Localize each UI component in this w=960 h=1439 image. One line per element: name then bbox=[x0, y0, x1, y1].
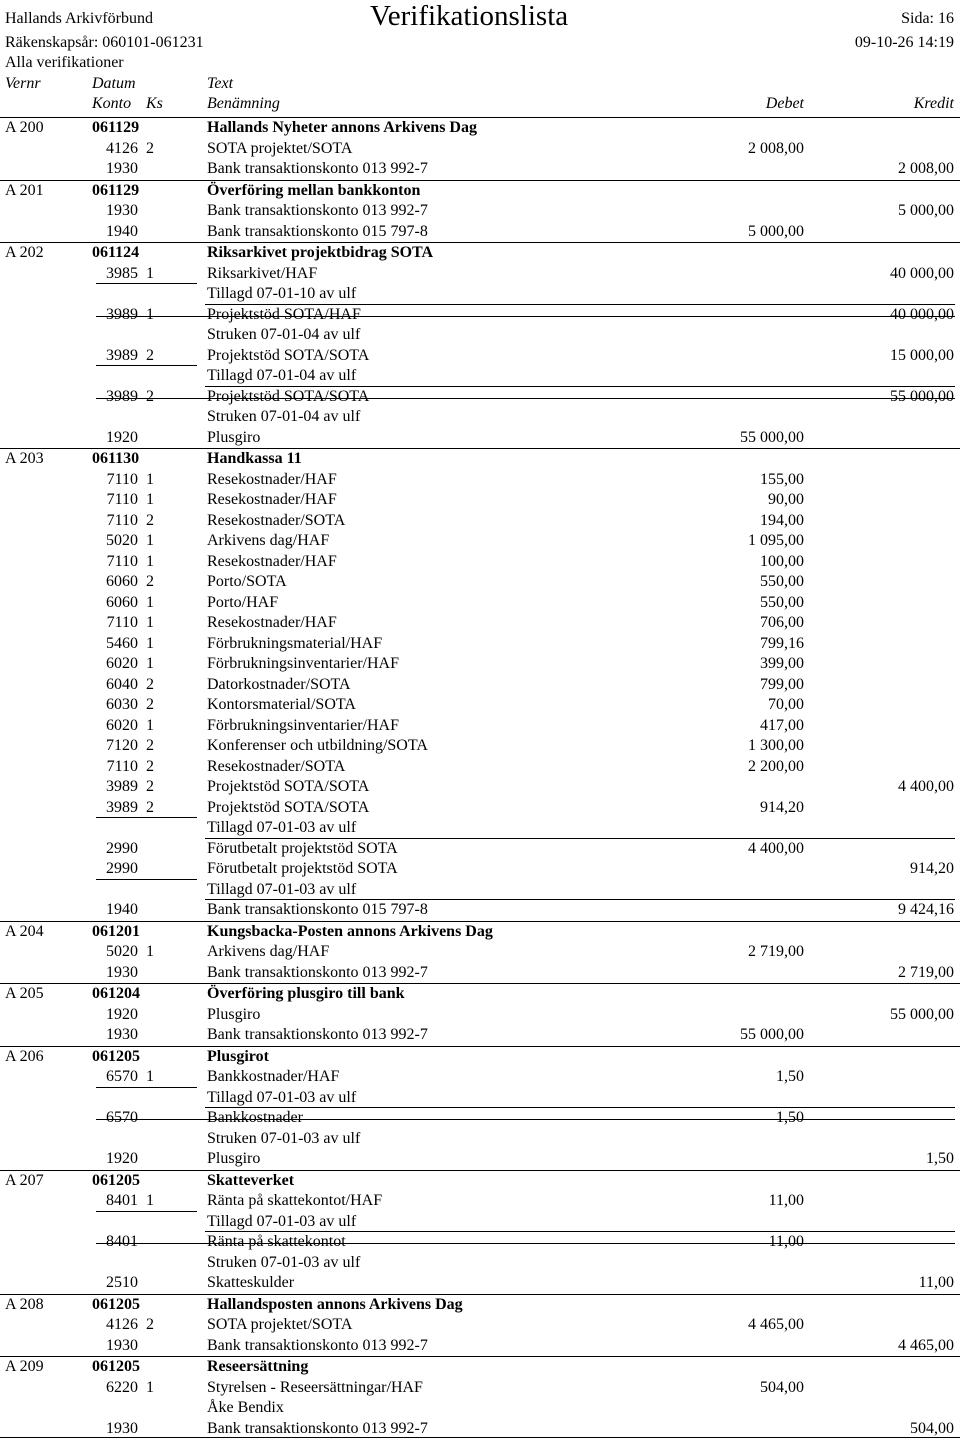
account-description: Plusgiro bbox=[207, 1149, 260, 1170]
account-number: 6020 bbox=[106, 654, 138, 675]
account-description: Bank transaktionskonto 013 992-7 bbox=[207, 159, 428, 180]
cost-center: 2 bbox=[146, 777, 154, 798]
account-description: Tillagd 07-01-03 av ulf bbox=[207, 818, 356, 839]
cost-center: 1 bbox=[146, 470, 154, 491]
account-description: Struken 07-01-04 av ulf bbox=[207, 407, 360, 428]
account-number: 3989 bbox=[106, 346, 138, 367]
account-description: Styrelsen - Reseersättningar/HAF bbox=[207, 1378, 423, 1399]
strikethrough-line bbox=[96, 1243, 955, 1244]
account-number: 3989 bbox=[106, 305, 138, 326]
transaction-row bbox=[0, 839, 960, 860]
transaction-row bbox=[0, 222, 960, 243]
credit-amount: 914,20 bbox=[910, 859, 954, 880]
cost-center: 2 bbox=[146, 736, 154, 757]
account-description: Förbrukningsinventarier/HAF bbox=[207, 654, 399, 675]
verification-date: 061124 bbox=[92, 243, 139, 264]
credit-amount: 4 400,00 bbox=[898, 777, 954, 798]
cost-center: 2 bbox=[146, 139, 154, 160]
account-description: Resekostnader/HAF bbox=[207, 490, 337, 511]
debit-amount: 2 008,00 bbox=[748, 139, 804, 160]
cost-center: 1 bbox=[146, 264, 154, 285]
verification-date: 061201 bbox=[92, 922, 140, 943]
account-description: Förbrukningsinventarier/HAF bbox=[207, 716, 399, 737]
verification-title: Hallandsposten annons Arkivens Dag bbox=[207, 1295, 463, 1316]
account-number: 1930 bbox=[106, 1336, 138, 1357]
cost-center: 2 bbox=[146, 798, 154, 819]
account-description: Förutbetalt projektstöd SOTA bbox=[207, 839, 398, 860]
debit-amount: 55 000,00 bbox=[740, 1025, 804, 1046]
account-number: 3989 bbox=[106, 798, 138, 819]
account-number: 6060 bbox=[106, 572, 138, 593]
account-number: 1920 bbox=[106, 428, 138, 449]
cost-center: 2 bbox=[146, 757, 154, 778]
debit-amount: 70,00 bbox=[768, 695, 804, 716]
transaction-row bbox=[0, 305, 960, 326]
account-description: Struken 07-01-03 av ulf bbox=[207, 1253, 360, 1274]
transaction-row bbox=[0, 1088, 960, 1109]
account-number: 3989 bbox=[106, 387, 138, 408]
verification-title: Överföring plusgiro till bank bbox=[207, 984, 405, 1005]
account-number: 3989 bbox=[106, 777, 138, 798]
verification-date: 061129 bbox=[92, 118, 139, 139]
verification-date: 061204 bbox=[92, 984, 140, 1005]
transaction-row bbox=[0, 1273, 960, 1294]
credit-amount: 11,00 bbox=[919, 1273, 954, 1294]
account-description: Kontorsmaterial/SOTA bbox=[207, 695, 356, 716]
credit-amount: 5 000,00 bbox=[898, 201, 954, 222]
debit-amount: 5 000,00 bbox=[748, 222, 804, 243]
account-description: Bankkostnader/HAF bbox=[207, 1067, 339, 1088]
verification-header bbox=[0, 449, 960, 470]
verification-number: A 204 bbox=[5, 922, 44, 943]
verification-header bbox=[0, 1295, 960, 1316]
verification-title: Skatteverket bbox=[207, 1171, 294, 1192]
cost-center: 2 bbox=[146, 1315, 154, 1336]
cost-center: 1 bbox=[146, 305, 154, 326]
verification-header bbox=[0, 1047, 960, 1068]
transaction-row bbox=[0, 695, 960, 716]
verification-block bbox=[0, 1294, 960, 1357]
account-description: Projektstöd SOTA/SOTA bbox=[207, 777, 369, 798]
account-number: 1930 bbox=[106, 201, 138, 222]
debit-amount: 55 000,00 bbox=[740, 428, 804, 449]
timestamp: 09-10-26 14:19 bbox=[855, 33, 954, 53]
debit-amount: 550,00 bbox=[760, 593, 804, 614]
account-number: 1920 bbox=[106, 1005, 138, 1026]
verification-number: A 209 bbox=[5, 1357, 44, 1378]
account-number: 5460 bbox=[106, 634, 138, 655]
account-number: 1930 bbox=[106, 963, 138, 984]
transaction-row bbox=[0, 675, 960, 696]
debit-amount: 2 200,00 bbox=[748, 757, 804, 778]
transaction-row bbox=[0, 407, 960, 428]
cost-center: 1 bbox=[146, 613, 154, 634]
verification-header bbox=[0, 984, 960, 1005]
transaction-row bbox=[0, 942, 960, 963]
transaction-row bbox=[0, 1398, 960, 1419]
org-name: Hallands Arkivförbund bbox=[5, 9, 153, 29]
transaction-row bbox=[0, 511, 960, 532]
verification-header bbox=[0, 181, 960, 202]
col-header-kredit: Kredit bbox=[914, 94, 954, 114]
credit-amount: 504,00 bbox=[910, 1419, 954, 1439]
debit-amount: 155,00 bbox=[760, 470, 804, 491]
strikethrough-line bbox=[96, 398, 955, 399]
cost-center: 1 bbox=[146, 942, 154, 963]
verification-block bbox=[0, 1046, 960, 1170]
debit-amount: 194,00 bbox=[760, 511, 804, 532]
verification-title: Kungsbacka-Posten annons Arkivens Dag bbox=[207, 922, 493, 943]
verification-header bbox=[0, 1171, 960, 1192]
cost-center: 1 bbox=[146, 1067, 154, 1088]
account-description: SOTA projektet/SOTA bbox=[207, 139, 352, 160]
verification-title: Riksarkivet projektbidrag SOTA bbox=[207, 243, 433, 264]
transaction-row bbox=[0, 1419, 960, 1439]
account-number: 6220 bbox=[106, 1378, 138, 1399]
credit-amount: 55 000,00 bbox=[890, 1005, 954, 1026]
account-description: Resekostnader/SOTA bbox=[207, 511, 345, 532]
verification-number: A 203 bbox=[5, 449, 44, 470]
cost-center: 1 bbox=[146, 1378, 154, 1399]
transaction-row bbox=[0, 963, 960, 984]
transaction-row bbox=[0, 470, 960, 491]
verification-title: Överföring mellan bankkonton bbox=[207, 181, 420, 202]
account-number: 7110 bbox=[107, 552, 138, 573]
account-description: Tillagd 07-01-04 av ulf bbox=[207, 366, 356, 387]
account-description: Bank transaktionskonto 013 992-7 bbox=[207, 1025, 428, 1046]
account-number: 7120 bbox=[106, 736, 138, 757]
account-description: Struken 07-01-04 av ulf bbox=[207, 325, 360, 346]
col-header-datum: Datum bbox=[92, 74, 136, 94]
credit-amount: 40 000,00 bbox=[890, 264, 954, 285]
verification-block bbox=[0, 180, 960, 243]
transaction-row bbox=[0, 736, 960, 757]
account-number: 7110 bbox=[107, 757, 138, 778]
account-number: 7110 bbox=[107, 613, 138, 634]
verification-block bbox=[0, 117, 960, 180]
page-number: Sida: 16 bbox=[901, 9, 954, 29]
account-description: Porto/HAF bbox=[207, 593, 278, 614]
account-description: Tillagd 07-01-03 av ulf bbox=[207, 880, 356, 901]
verification-block bbox=[0, 1356, 960, 1439]
account-description: Bank transaktionskonto 015 797-8 bbox=[207, 900, 428, 921]
transaction-row bbox=[0, 1025, 960, 1046]
col-header-debet: Debet bbox=[766, 94, 804, 114]
col-header-konto: Konto bbox=[92, 94, 131, 114]
account-number: 1930 bbox=[106, 1419, 138, 1439]
account-description: Ränta på skattekontot/HAF bbox=[207, 1191, 382, 1212]
account-number: 1930 bbox=[106, 1025, 138, 1046]
account-number: 5020 bbox=[106, 942, 138, 963]
debit-amount: 706,00 bbox=[760, 613, 804, 634]
account-number: 6570 bbox=[106, 1108, 138, 1129]
cost-center: 1 bbox=[146, 490, 154, 511]
fiscal-year: Räkenskapsår: 060101-061231 bbox=[5, 33, 204, 53]
transaction-row bbox=[0, 1378, 960, 1399]
account-number: 1940 bbox=[106, 900, 138, 921]
account-number: 1920 bbox=[106, 1149, 138, 1170]
transaction-row bbox=[0, 531, 960, 552]
transaction-row bbox=[0, 552, 960, 573]
debit-amount: 1 095,00 bbox=[748, 531, 804, 552]
account-description: Tillagd 07-01-10 av ulf bbox=[207, 284, 356, 305]
account-description: Ränta på skattekontot bbox=[207, 1232, 346, 1253]
account-description: Resekostnader/SOTA bbox=[207, 757, 345, 778]
debit-amount: 4 465,00 bbox=[748, 1315, 804, 1336]
verification-number: A 207 bbox=[5, 1171, 44, 1192]
debit-amount: 914,20 bbox=[760, 798, 804, 819]
debit-amount: 417,00 bbox=[760, 716, 804, 737]
account-description: Bank transaktionskonto 013 992-7 bbox=[207, 1419, 428, 1439]
debit-amount: 100,00 bbox=[760, 552, 804, 573]
debit-amount: 11,00 bbox=[769, 1232, 804, 1253]
transaction-row bbox=[0, 387, 960, 408]
debit-amount: 1,50 bbox=[776, 1108, 804, 1129]
account-description: Plusgiro bbox=[207, 1005, 260, 1026]
cost-center: 2 bbox=[146, 387, 154, 408]
credit-amount: 2 719,00 bbox=[898, 963, 954, 984]
account-description: Plusgiro bbox=[207, 428, 260, 449]
account-number: 6030 bbox=[106, 695, 138, 716]
account-description: Arkivens dag/HAF bbox=[207, 942, 329, 963]
transaction-row bbox=[0, 716, 960, 737]
cost-center: 1 bbox=[146, 634, 154, 655]
verification-date: 061205 bbox=[92, 1357, 140, 1378]
account-number: 1930 bbox=[106, 159, 138, 180]
credit-amount: 40 000,00 bbox=[890, 305, 954, 326]
verification-date: 061130 bbox=[92, 449, 139, 470]
transaction-row bbox=[0, 634, 960, 655]
account-description: Åke Bendix bbox=[207, 1398, 284, 1419]
transaction-row bbox=[0, 346, 960, 367]
account-description: SOTA projektet/SOTA bbox=[207, 1315, 352, 1336]
account-description: Datorkostnader/SOTA bbox=[207, 675, 351, 696]
account-number: 6020 bbox=[106, 716, 138, 737]
transaction-row bbox=[0, 1212, 960, 1233]
debit-amount: 2 719,00 bbox=[748, 942, 804, 963]
credit-amount: 55 000,00 bbox=[890, 387, 954, 408]
debit-amount: 399,00 bbox=[760, 654, 804, 675]
verification-date: 061205 bbox=[92, 1295, 140, 1316]
transaction-row bbox=[0, 1315, 960, 1336]
verification-number: A 202 bbox=[5, 243, 44, 264]
account-description: Bankkostnader bbox=[207, 1108, 303, 1129]
transaction-row bbox=[0, 201, 960, 222]
account-number: 7110 bbox=[107, 490, 138, 511]
cost-center: 1 bbox=[146, 716, 154, 737]
account-number: 8401 bbox=[106, 1232, 138, 1253]
transaction-row bbox=[0, 859, 960, 880]
account-description: Bank transaktionskonto 013 992-7 bbox=[207, 1336, 428, 1357]
account-number: 6570 bbox=[106, 1067, 138, 1088]
cost-center: 2 bbox=[146, 695, 154, 716]
cost-center: 2 bbox=[146, 346, 154, 367]
verification-header bbox=[0, 922, 960, 943]
credit-amount: 4 465,00 bbox=[898, 1336, 954, 1357]
verification-list bbox=[0, 117, 960, 1439]
debit-amount: 1,50 bbox=[776, 1067, 804, 1088]
debit-amount: 4 400,00 bbox=[748, 839, 804, 860]
verification-number: A 206 bbox=[5, 1047, 44, 1068]
account-description: Struken 07-01-03 av ulf bbox=[207, 1129, 360, 1150]
debit-amount: 550,00 bbox=[760, 572, 804, 593]
verification-date: 061129 bbox=[92, 181, 139, 202]
verification-header bbox=[0, 1357, 960, 1378]
col-header-text: Text bbox=[207, 74, 233, 94]
cost-center: 2 bbox=[146, 572, 154, 593]
cost-center: 1 bbox=[146, 593, 154, 614]
strikethrough-line bbox=[96, 316, 955, 317]
account-description: Riksarkivet/HAF bbox=[207, 264, 317, 285]
cost-center: 2 bbox=[146, 675, 154, 696]
transaction-row bbox=[0, 428, 960, 449]
account-number: 1940 bbox=[106, 222, 138, 243]
account-number: 4126 bbox=[106, 139, 138, 160]
scope-label: Alla verifikationer bbox=[5, 53, 124, 73]
account-number: 7110 bbox=[107, 470, 138, 491]
transaction-row bbox=[0, 900, 960, 921]
credit-amount: 15 000,00 bbox=[890, 346, 954, 367]
verification-header bbox=[0, 243, 960, 264]
transaction-row bbox=[0, 572, 960, 593]
verification-block bbox=[0, 242, 960, 448]
transaction-row bbox=[0, 325, 960, 346]
debit-amount: 1 300,00 bbox=[748, 736, 804, 757]
debit-amount: 11,00 bbox=[769, 1191, 804, 1212]
col-header-ks: Ks bbox=[146, 94, 163, 114]
verification-date: 061205 bbox=[92, 1171, 140, 1192]
debit-amount: 504,00 bbox=[760, 1378, 804, 1399]
verification-date: 061205 bbox=[92, 1047, 140, 1068]
transaction-row bbox=[0, 139, 960, 160]
transaction-row bbox=[0, 818, 960, 839]
transaction-row bbox=[0, 159, 960, 180]
verification-block bbox=[0, 921, 960, 984]
col-header-benamning: Benämning bbox=[207, 94, 280, 114]
strikethrough-line bbox=[96, 1119, 955, 1120]
page-header bbox=[0, 0, 960, 120]
account-number: 5020 bbox=[106, 531, 138, 552]
cost-center: 1 bbox=[146, 531, 154, 552]
account-description: Tillagd 07-01-03 av ulf bbox=[207, 1088, 356, 1109]
verification-block bbox=[0, 448, 960, 921]
transaction-row bbox=[0, 1067, 960, 1088]
transaction-row bbox=[0, 757, 960, 778]
account-number: 2510 bbox=[106, 1273, 138, 1294]
credit-amount: 9 424,16 bbox=[898, 900, 954, 921]
page-title: Verifikationslista bbox=[370, 0, 568, 32]
transaction-row bbox=[0, 798, 960, 819]
credit-amount: 2 008,00 bbox=[898, 159, 954, 180]
verification-title: Plusgirot bbox=[207, 1047, 269, 1068]
transaction-row bbox=[0, 490, 960, 511]
account-description: Bank transaktionskonto 015 797-8 bbox=[207, 222, 428, 243]
transaction-row bbox=[0, 777, 960, 798]
debit-amount: 799,16 bbox=[760, 634, 804, 655]
account-description: Porto/SOTA bbox=[207, 572, 287, 593]
cost-center: 1 bbox=[146, 552, 154, 573]
account-description: Konferenser och utbildning/SOTA bbox=[207, 736, 428, 757]
transaction-row bbox=[0, 1253, 960, 1274]
verification-block bbox=[0, 983, 960, 1046]
verification-number: A 208 bbox=[5, 1295, 44, 1316]
verification-header bbox=[0, 118, 960, 139]
account-description: Tillagd 07-01-03 av ulf bbox=[207, 1212, 356, 1233]
debit-amount: 799,00 bbox=[760, 675, 804, 696]
transaction-row bbox=[0, 1336, 960, 1357]
account-number: 6040 bbox=[106, 675, 138, 696]
account-description: Resekostnader/HAF bbox=[207, 552, 337, 573]
cost-center: 1 bbox=[146, 654, 154, 675]
account-number: 2990 bbox=[106, 839, 138, 860]
account-description: Resekostnader/HAF bbox=[207, 613, 337, 634]
verification-title: Handkassa 11 bbox=[207, 449, 302, 470]
transaction-row bbox=[0, 1149, 960, 1170]
account-description: Bank transaktionskonto 013 992-7 bbox=[207, 201, 428, 222]
col-header-vernr: Vernr bbox=[5, 74, 41, 94]
account-description: Resekostnader/HAF bbox=[207, 470, 337, 491]
transaction-row bbox=[0, 654, 960, 675]
transaction-row bbox=[0, 264, 960, 285]
transaction-row bbox=[0, 1129, 960, 1150]
verification-number: A 205 bbox=[5, 984, 44, 1005]
transaction-row bbox=[0, 1005, 960, 1026]
debit-amount: 90,00 bbox=[768, 490, 804, 511]
transaction-row bbox=[0, 366, 960, 387]
account-number: 8401 bbox=[106, 1191, 138, 1212]
account-description: Projektstöd SOTA/HAF bbox=[207, 305, 361, 326]
transaction-row bbox=[0, 1191, 960, 1212]
account-number: 2990 bbox=[106, 859, 138, 880]
account-description: Arkivens dag/HAF bbox=[207, 531, 329, 552]
verification-block bbox=[0, 1170, 960, 1294]
cost-center: 1 bbox=[146, 1191, 154, 1212]
transaction-row bbox=[0, 1108, 960, 1129]
verification-title: Reseersättning bbox=[207, 1357, 308, 1378]
account-description: Skatteskulder bbox=[207, 1273, 294, 1294]
cost-center: 2 bbox=[146, 511, 154, 532]
verification-number: A 200 bbox=[5, 118, 44, 139]
verification-title: Hallands Nyheter annons Arkivens Dag bbox=[207, 118, 477, 139]
credit-amount: 1,50 bbox=[926, 1149, 954, 1170]
account-number: 4126 bbox=[106, 1315, 138, 1336]
verification-number: A 201 bbox=[5, 181, 44, 202]
transaction-row bbox=[0, 613, 960, 634]
transaction-row bbox=[0, 880, 960, 901]
transaction-row bbox=[0, 1232, 960, 1253]
account-number: 3985 bbox=[106, 264, 138, 285]
account-description: Projektstöd SOTA/SOTA bbox=[207, 387, 369, 408]
account-description: Projektstöd SOTA/SOTA bbox=[207, 346, 369, 367]
account-description: Förutbetalt projektstöd SOTA bbox=[207, 859, 398, 880]
account-number: 6060 bbox=[106, 593, 138, 614]
transaction-row bbox=[0, 593, 960, 614]
account-number: 7110 bbox=[107, 511, 138, 532]
account-description: Projektstöd SOTA/SOTA bbox=[207, 798, 369, 819]
account-description: Förbrukningsmaterial/HAF bbox=[207, 634, 382, 655]
transaction-row bbox=[0, 284, 960, 305]
account-description: Bank transaktionskonto 013 992-7 bbox=[207, 963, 428, 984]
